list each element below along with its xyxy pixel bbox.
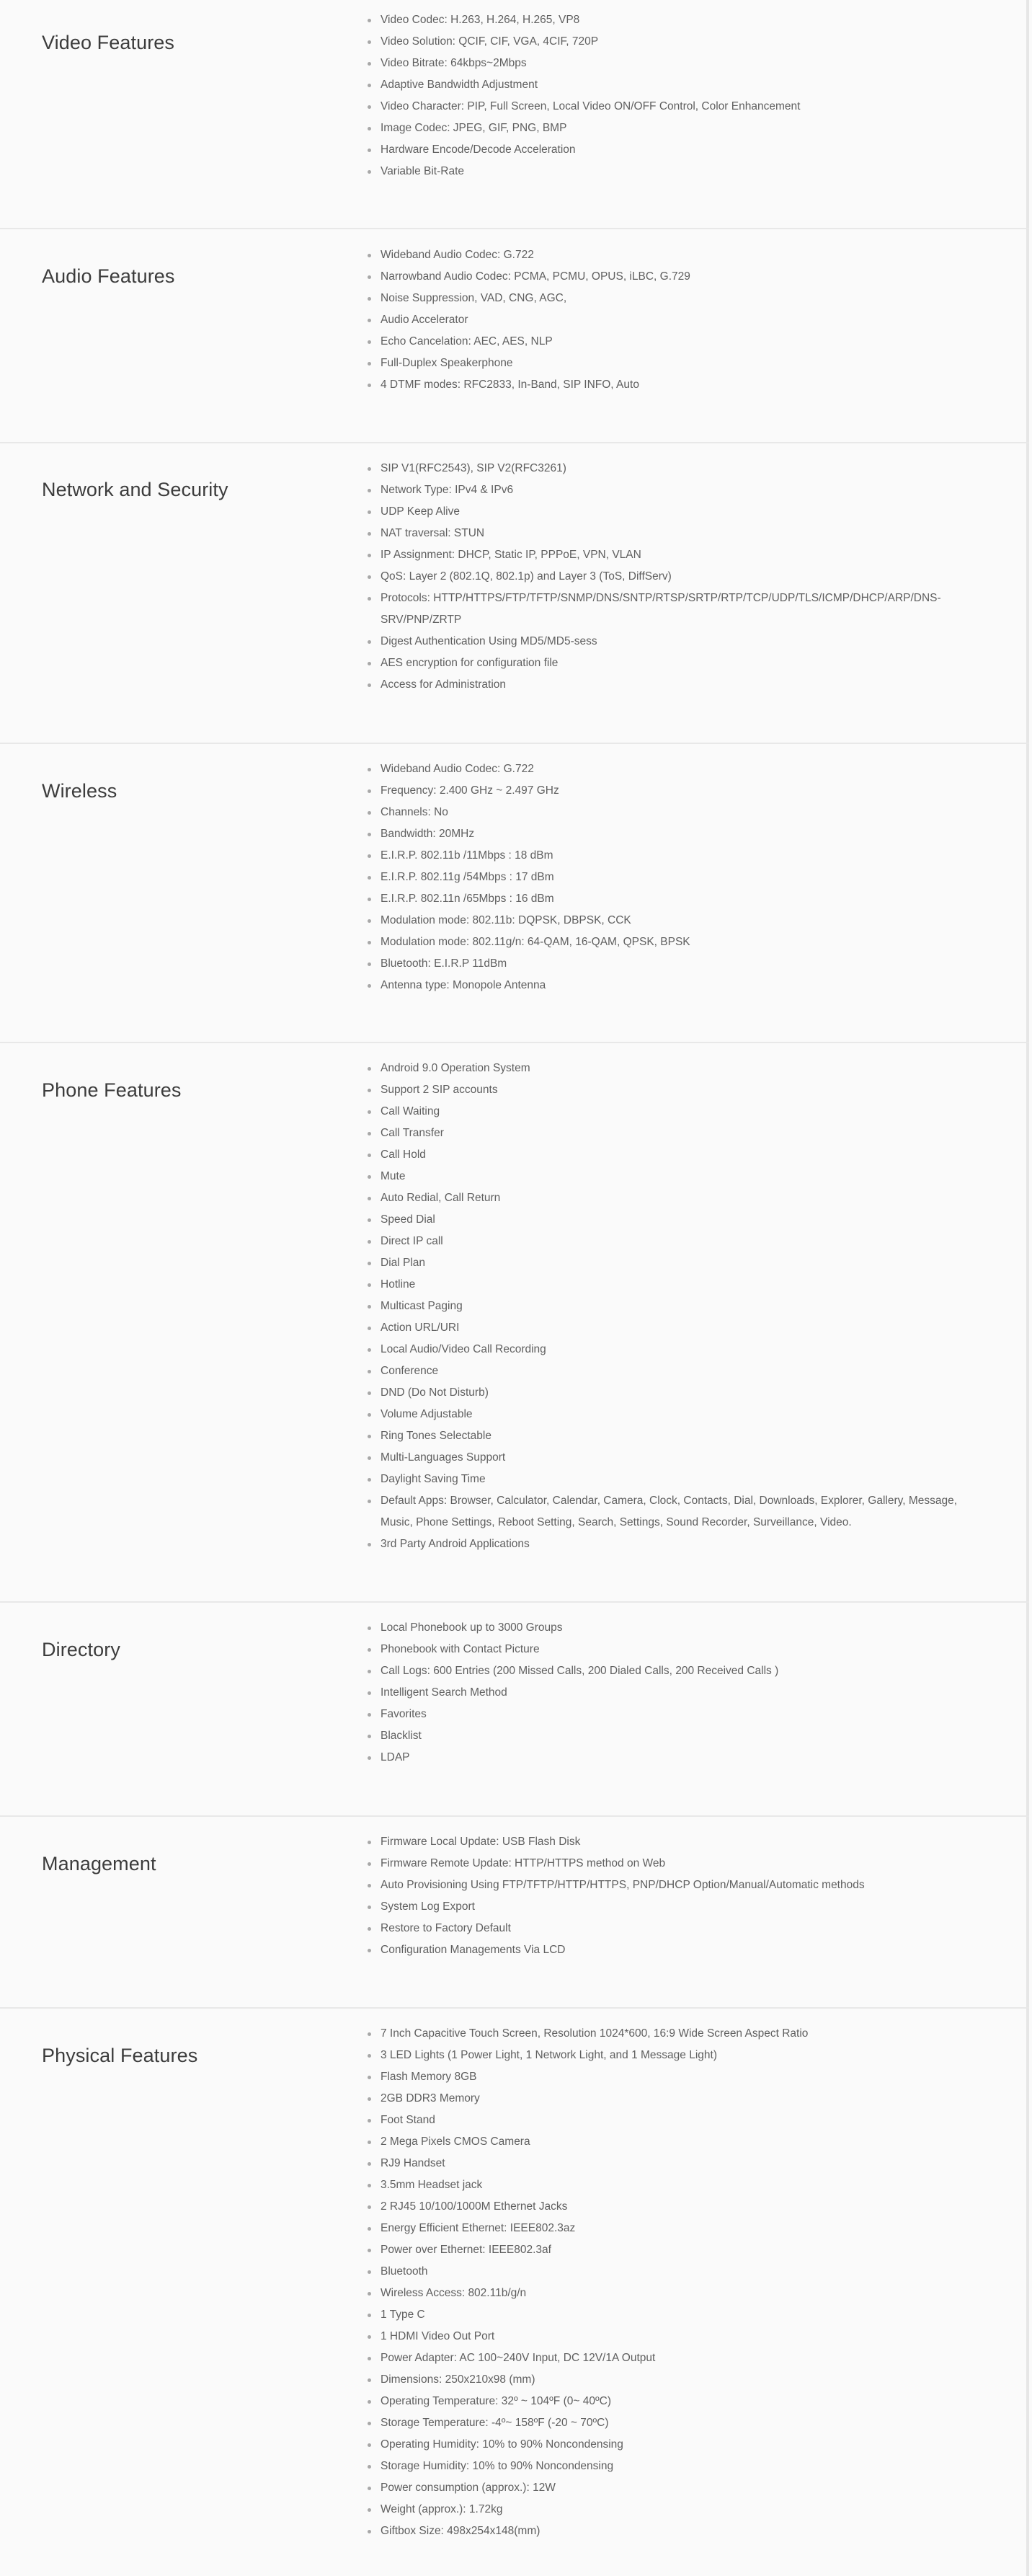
spec-item: Foot Stand (368, 2110, 958, 2131)
wireless-list (368, 758, 958, 996)
spec-item: Multi-Languages Support (368, 1447, 958, 1469)
spec-item: NAT traversal: STUN (368, 523, 958, 544)
video-features-list (368, 9, 958, 182)
spec-item: 2 Mega Pixels CMOS Camera (368, 2131, 958, 2153)
spec-item: Adaptive Bandwidth Adjustment (368, 74, 958, 96)
spec-item: Volume Adjustable (368, 1404, 958, 1425)
spec-item: Local Phonebook up to 3000 Groups (368, 1617, 958, 1639)
spec-item: Multicast Paging (368, 1296, 958, 1317)
spec-item: Operating Humidity: 10% to 90% Noncondensing (368, 2434, 958, 2456)
spec-item: LDAP (368, 1747, 958, 1769)
spec-item: 3 LED Lights (1 Power Light, 1 Network Light, and 1 Message Light) (368, 2045, 958, 2066)
spec-item: Flash Memory 8GB (368, 2066, 958, 2088)
spec-item: Action URL/URI (368, 1317, 958, 1339)
spec-item: Audio Accelerator (368, 309, 958, 331)
spec-item: Power over Ethernet: IEEE802.3af (368, 2239, 958, 2261)
spec-item: Narrowband Audio Codec: PCMA, PCMU, OPUS, iLBC, G.729 (368, 266, 958, 288)
spec-item: Restore to Factory Default (368, 1918, 958, 1939)
spec-item: Android 9.0 Operation System (368, 1058, 958, 1079)
video-features-title: Video Features (42, 32, 175, 53)
audio-features-title: Audio Features (42, 265, 175, 287)
spec-item: Dial Plan (368, 1252, 958, 1274)
spec-item: Hardware Encode/Decode Acceleration (368, 139, 958, 161)
spec-item: Favorites (368, 1704, 958, 1725)
physical-features-list (368, 2023, 958, 2542)
spec-item: Support 2 SIP accounts (368, 1079, 958, 1101)
spec-item: Firmware Remote Update: HTTP/HTTPS method on Web (368, 1853, 958, 1875)
spec-item: Default Apps: Browser, Calculator, Calendar, Camera, Clock, Contacts, Dial, Downloads, Explorer, Gallery, Message, Music, Phone Settings, Reboot Setting, Search, Settings, Sound Recorder, Surveillance, Video. (368, 1490, 958, 1533)
spec-item: IP Assignment: DHCP, Static IP, PPPoE, VPN, VLAN (368, 544, 958, 566)
spec-item: Call Hold (368, 1144, 958, 1166)
section-divider (0, 743, 1029, 744)
spec-item: RJ9 Handset (368, 2153, 958, 2174)
spec-item: AES encryption for configuration file (368, 652, 958, 674)
spec-item: Wireless Access: 802.11b/g/n (368, 2283, 958, 2304)
section-divider (0, 1815, 1029, 1817)
spec-item: System Log Export (368, 1896, 958, 1918)
network-and-security-list (368, 458, 958, 696)
spec-item: Storage Humidity: 10% to 90% Noncondensing (368, 2456, 958, 2477)
spec-item: E.I.R.P. 802.11g /54Mbps : 17 dBm (368, 867, 958, 888)
spec-item: Channels: No (368, 802, 958, 823)
spec-item: Video Bitrate: 64kbps~2Mbps (368, 53, 958, 74)
spec-item: Bandwidth: 20MHz (368, 823, 958, 845)
spec-item: Image Codec: JPEG, GIF, PNG, BMP (368, 118, 958, 139)
spec-item: QoS: Layer 2 (802.1Q, 802.1p) and Layer 3 (ToS, DiffServ) (368, 566, 958, 588)
spec-item: Ring Tones Selectable (368, 1425, 958, 1447)
spec-item: 2 RJ45 10/100/1000M Ethernet Jacks (368, 2196, 958, 2218)
spec-item: Speed Dial (368, 1209, 958, 1231)
spec-item: Access for Administration (368, 674, 958, 696)
spec-item: Weight (approx.): 1.72kg (368, 2499, 958, 2520)
phone-features-list (368, 1058, 958, 1555)
spec-item: Energy Efficient Ethernet: IEEE802.3az (368, 2218, 958, 2239)
spec-item: Wideband Audio Codec: G.722 (368, 758, 958, 780)
spec-item: Auto Provisioning Using FTP/TFTP/HTTP/HTTPS, PNP/DHCP Option/Manual/Automatic methods (368, 1875, 958, 1896)
spec-item: Frequency: 2.400 GHz ~ 2.497 GHz (368, 780, 958, 802)
spec-item: Digest Authentication Using MD5/MD5-sess (368, 631, 958, 652)
spec-item: Conference (368, 1360, 958, 1382)
spec-item: 7 Inch Capacitive Touch Screen, Resolution 1024*600, 16:9 Wide Screen Aspect Ratio (368, 2023, 958, 2045)
spec-item: Call Logs: 600 Entries (200 Missed Calls, 200 Dialed Calls, 200 Received Calls ) (368, 1660, 958, 1682)
spec-item: UDP Keep Alive (368, 501, 958, 523)
phone-features-title: Phone Features (42, 1079, 182, 1101)
spec-item: 3rd Party Android Applications (368, 1533, 958, 1555)
spec-item: Auto Redial, Call Return (368, 1187, 958, 1209)
spec-item: Power consumption (approx.): 12W (368, 2477, 958, 2499)
spec-item: E.I.R.P. 802.11b /11Mbps : 18 dBm (368, 845, 958, 867)
spec-item: 3.5mm Headset jack (368, 2174, 958, 2196)
management-list (368, 1831, 958, 1961)
spec-item: Echo Cancelation: AEC, AES, NLP (368, 331, 958, 353)
spec-item: Operating Temperature: 32º ~ 104ºF (0~ 40ºC) (368, 2391, 958, 2412)
spec-item: Daylight Saving Time (368, 1469, 958, 1490)
spec-item: Variable Bit-Rate (368, 161, 958, 182)
spec-item: Local Audio/Video Call Recording (368, 1339, 958, 1360)
directory-title: Directory (42, 1639, 120, 1660)
spec-item: Firmware Local Update: USB Flash Disk (368, 1831, 958, 1853)
section-divider (0, 442, 1029, 443)
spec-item: 2GB DDR3 Memory (368, 2088, 958, 2110)
spec-item: 1 HDMI Video Out Port (368, 2326, 958, 2347)
management-title: Management (42, 1853, 156, 1875)
spec-item: Call Waiting (368, 1101, 958, 1123)
directory-list (368, 1617, 958, 1769)
spec-item: Direct IP call (368, 1231, 958, 1252)
spec-item: Bluetooth: E.I.R.P 11dBm (368, 953, 958, 975)
spec-item: Giftbox Size: 498x254x148(mm) (368, 2520, 958, 2542)
physical-features-title: Physical Features (42, 2045, 198, 2066)
spec-item: Network Type: IPv4 & IPv6 (368, 479, 958, 501)
spec-item: Video Codec: H.263, H.264, H.265, VP8 (368, 9, 958, 31)
spec-item: Configuration Managements Via LCD (368, 1939, 958, 1961)
spec-item: Protocols: HTTP/HTTPS/FTP/TFTP/SNMP/DNS/SNTP/RTSP/SRTP/RTP/TCP/UDP/TLS/ICMP/DHCP/ARP/DNS-SRV/PNP/ZRTP (368, 588, 958, 631)
spec-item: Noise Suppression, VAD, CNG, AGC, (368, 288, 958, 309)
spec-item: Power Adapter: AC 100~240V Input, DC 12V/1A Output (368, 2347, 958, 2369)
spec-item: Intelligent Search Method (368, 1682, 958, 1704)
spec-item: Storage Temperature: -4º~ 158ºF (-20 ~ 70ºC) (368, 2412, 958, 2434)
spec-item: Video Solution: QCIF, CIF, VGA, 4CIF, 720P (368, 31, 958, 53)
spec-item: Dimensions: 250x210x98 (mm) (368, 2369, 958, 2391)
spec-item: 1 Type C (368, 2304, 958, 2326)
section-divider (0, 2007, 1029, 2009)
audio-features-list (368, 244, 958, 396)
spec-item: SIP V1(RFC2543), SIP V2(RFC3261) (368, 458, 958, 479)
spec-item: E.I.R.P. 802.11n /65Mbps : 16 dBm (368, 888, 958, 910)
section-divider (0, 1601, 1029, 1603)
section-divider (0, 228, 1029, 229)
spec-item: Wideband Audio Codec: G.722 (368, 244, 958, 266)
spec-item: Video Character: PIP, Full Screen, Local Video ON/OFF Control, Color Enhancement (368, 96, 958, 118)
spec-item: DND (Do Not Disturb) (368, 1382, 958, 1404)
spec-item: Antenna type: Monopole Antenna (368, 975, 958, 996)
spec-item: Modulation mode: 802.11b: DQPSK, DBPSK, CCK (368, 910, 958, 931)
spec-item: Call Transfer (368, 1123, 958, 1144)
spec-item: Mute (368, 1166, 958, 1187)
spec-item: Hotline (368, 1274, 958, 1296)
spec-item: Blacklist (368, 1725, 958, 1747)
spec-item: 4 DTMF modes: RFC2833, In-Band, SIP INFO, Auto (368, 374, 958, 396)
network-and-security-title: Network and Security (42, 479, 228, 500)
wireless-title: Wireless (42, 780, 117, 802)
spec-item: Phonebook with Contact Picture (368, 1639, 958, 1660)
spec-item: Full-Duplex Speakerphone (368, 353, 958, 374)
section-divider (0, 1042, 1029, 1043)
spec-item: Bluetooth (368, 2261, 958, 2283)
spec-item: Modulation mode: 802.11g/n: 64-QAM, 16-QAM, QPSK, BPSK (368, 931, 958, 953)
